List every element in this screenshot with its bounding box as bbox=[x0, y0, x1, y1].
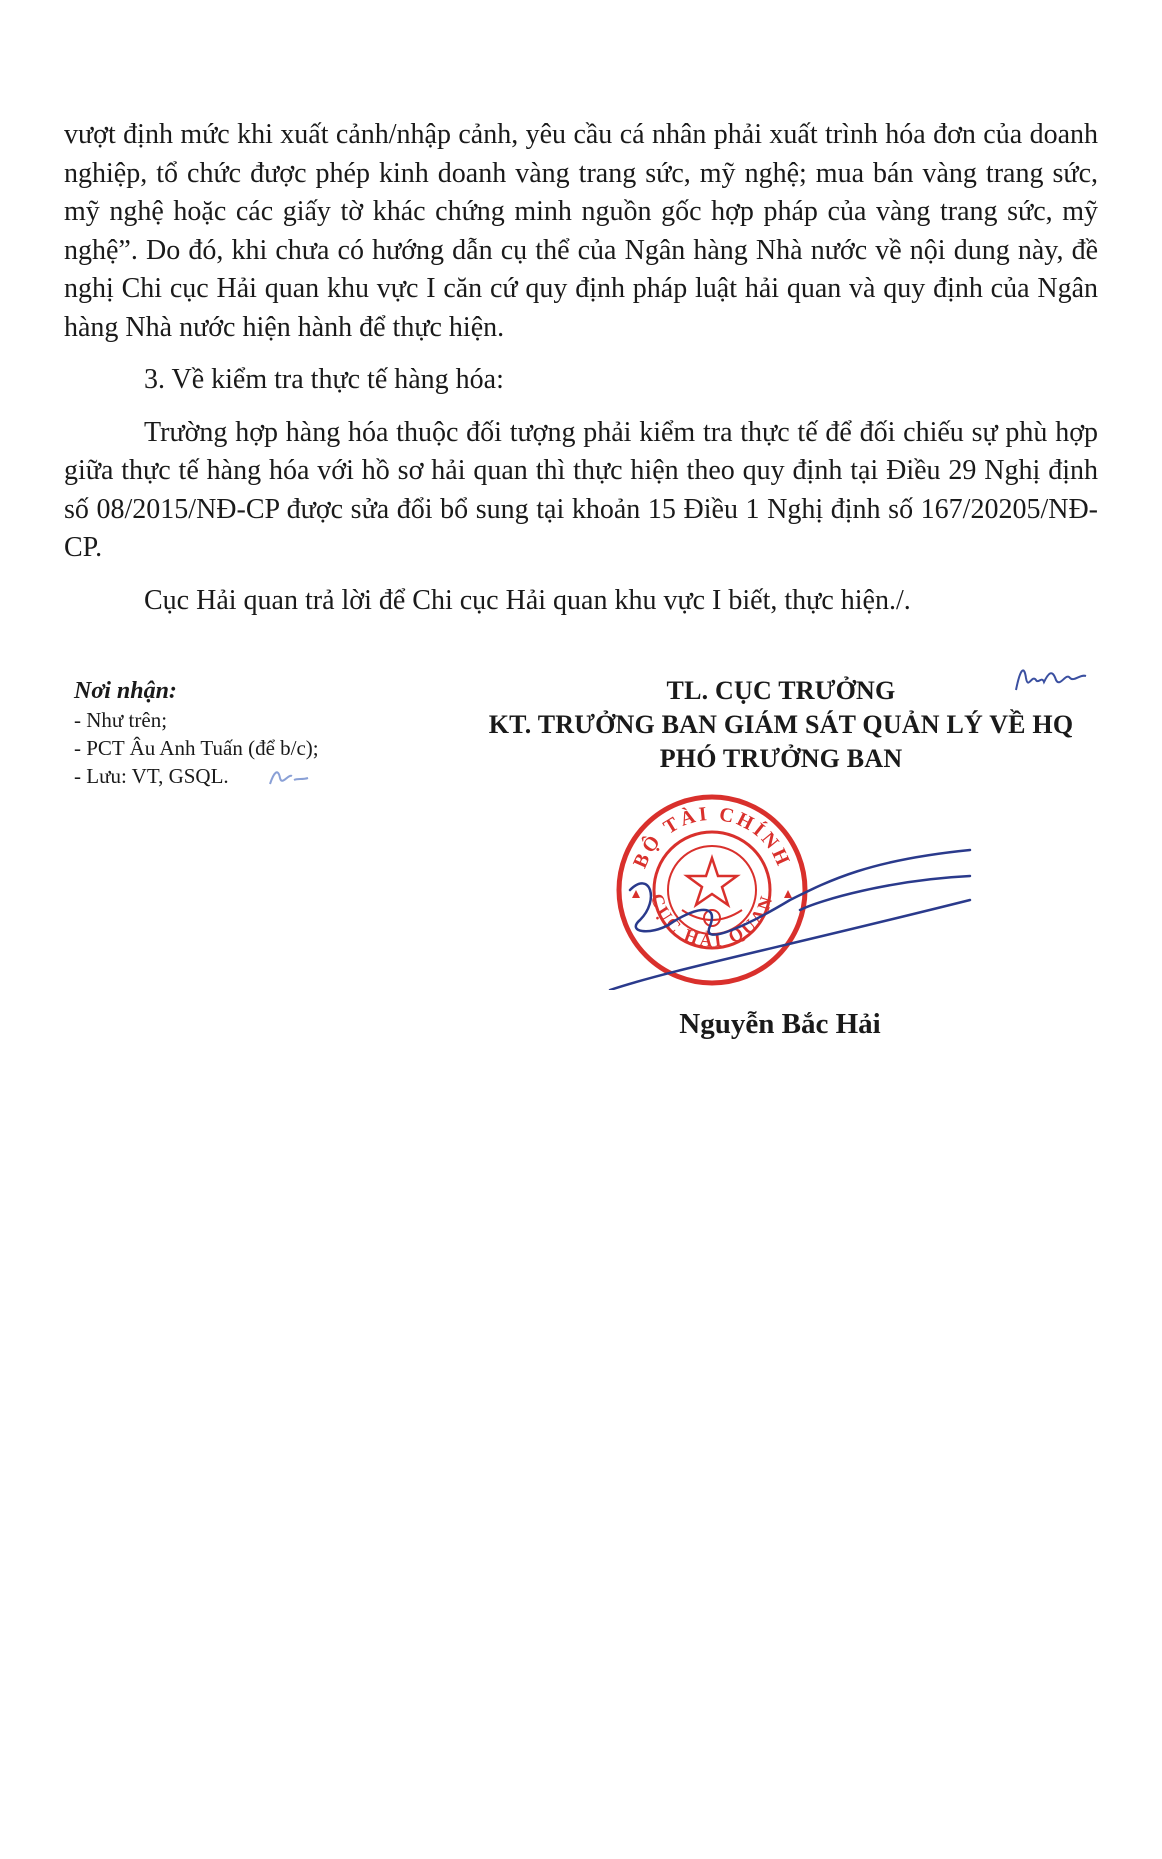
handwritten-signature-icon bbox=[590, 840, 980, 990]
recipient-item: - Lưu: VT, GSQL. bbox=[74, 764, 229, 788]
seal-bottom-text: CỤC HẢI QUAN bbox=[646, 891, 778, 951]
recipient-item: - PCT Âu Anh Tuấn (để b/c); bbox=[74, 736, 319, 760]
recipients-title: Nơi nhận: bbox=[74, 678, 177, 704]
recipient-item: - Như trên; bbox=[74, 708, 168, 732]
paragraph-closing: Cục Hải quan trả lời để Chi cục Hải quan khu vực I biết, thực hiện./. bbox=[144, 584, 911, 616]
paragraph-inspection: Trường hợp hàng hóa thuộc đối tượng phải kiểm tra thực tế để đối chiếu sự phù hợp giữa thực tế hàng hóa với hồ sơ hải quan thì thực hiện theo quy định tại Điều 29 Nghị định số 08/2015/NĐ-CP được sửa đổi bổ sung tại khoản 15 Điều 1 Nghị định số 167/20205/NĐ-CP. bbox=[64, 416, 1098, 563]
paragraph-gold-regulation: vượt định mức khi xuất cảnh/nhập cảnh, yêu cầu cá nhân phải xuất trình hóa đơn của doanh nghiệp, tổ chức được phép kinh doanh vàng trang sức, mỹ nghệ; mua bán vàng trang sức, mỹ nghệ hoặc các giấy tờ khác chứng minh nguồn gốc hợp pháp của vàng trang sức, mỹ nghệ”. Do đó, khi chưa có hướng dẫn cụ thể của Ngân hàng Nhà nước về nội dung này, đề nghị Chi cục Hải quan khu vực I căn cứ quy định pháp luật hải quan và quy định của Ngân hàng Nhà nước hiện hành để thực hiện. bbox=[64, 119, 1098, 343]
initial-mark-icon bbox=[262, 764, 312, 788]
initial-signature-icon bbox=[1010, 660, 1090, 696]
signer-name: Nguyễn Bắc Hải bbox=[679, 1008, 881, 1040]
section-heading-3: 3. Về kiểm tra thực tế hàng hóa: bbox=[144, 364, 504, 395]
letter-body bbox=[64, 116, 1098, 620]
seal-top-text: BỘ TÀI CHÍNH bbox=[629, 802, 795, 872]
signer-title-line3: PHÓ TRƯỞNG BAN bbox=[659, 744, 903, 773]
signer-title-line2: KT. TRƯỞNG BAN GIÁM SÁT QUẢN LÝ VỀ HQ bbox=[488, 710, 1074, 739]
signer-title-line1: TL. CỤC TRƯỞNG bbox=[666, 676, 896, 705]
